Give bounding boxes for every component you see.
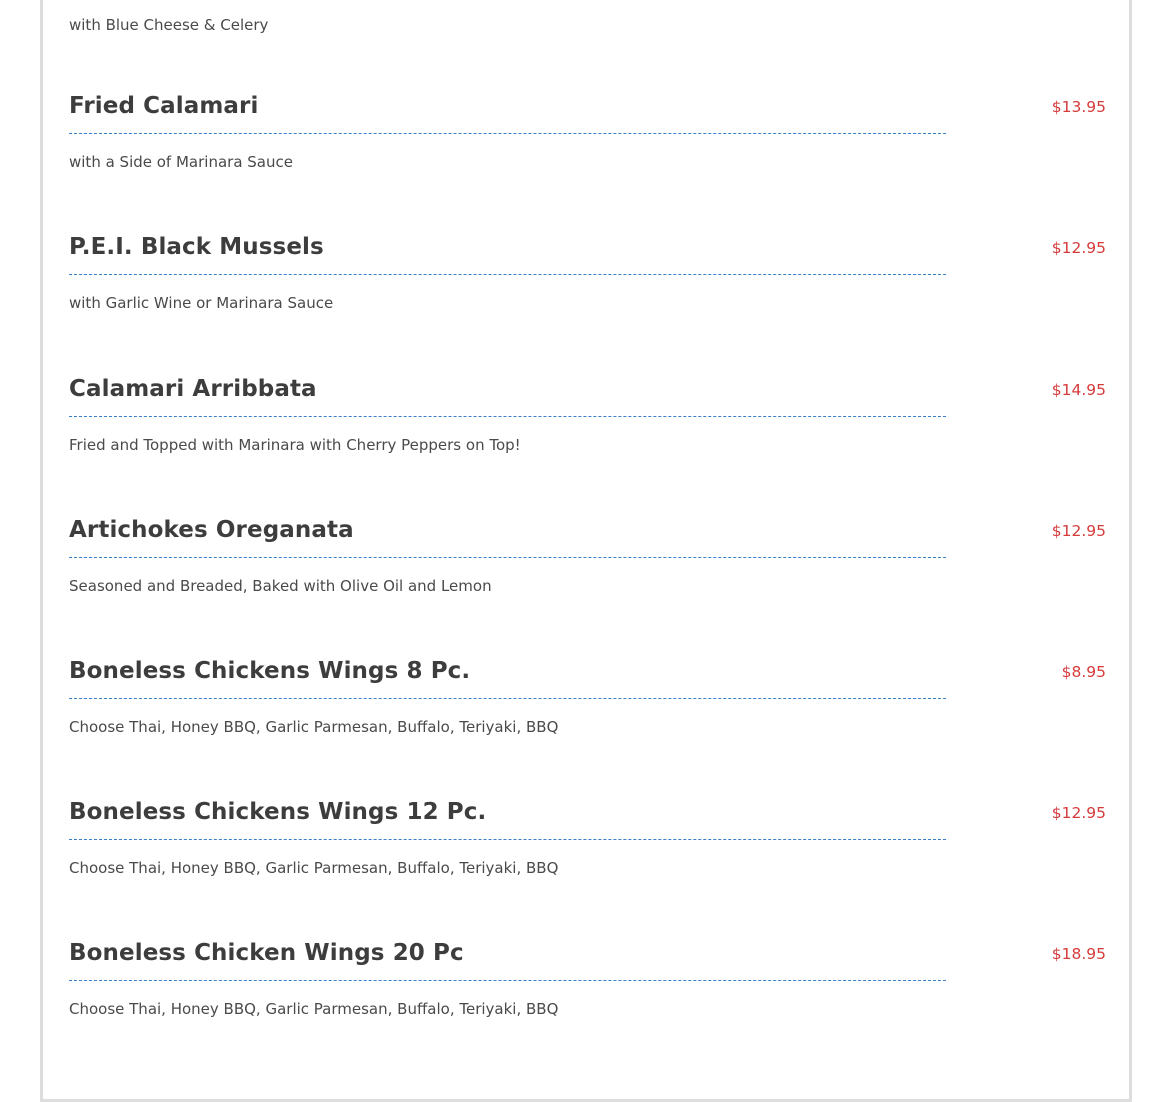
menu-item-description: with Garlic Wine or Marinara Sauce xyxy=(69,294,334,312)
menu-item[interactable] xyxy=(69,658,1106,778)
menu-item-name: Fried Calamari xyxy=(69,93,259,119)
menu-item-name: Calamari Arribbata xyxy=(69,376,317,402)
menu-item-description: Choose Thai, Honey BBQ, Garlic Parmesan, Buffalo, Teriyaki, BBQ xyxy=(69,1000,559,1018)
menu-item-divider xyxy=(69,133,946,134)
menu-item-description: Choose Thai, Honey BBQ, Garlic Parmesan, Buffalo, Teriyaki, BBQ xyxy=(69,859,559,877)
menu-item-description: Seasoned and Breaded, Baked with Olive Oil and Lemon xyxy=(69,577,492,595)
menu-item-divider xyxy=(69,839,946,840)
menu-item-description: with a Side of Marinara Sauce xyxy=(69,153,293,171)
menu-item-name: Artichokes Oreganata xyxy=(69,517,354,543)
menu-item-price: $13.95 xyxy=(1051,98,1106,116)
menu-item-name: Boneless Chickens Wings 12 Pc. xyxy=(69,799,487,825)
menu-item[interactable] xyxy=(69,93,1106,213)
menu-item[interactable] xyxy=(69,234,1106,354)
menu-item-price: $12.95 xyxy=(1051,522,1106,540)
menu-item-divider xyxy=(69,698,946,699)
menu-item[interactable] xyxy=(69,517,1106,637)
menu-item-price: $8.95 xyxy=(1061,663,1106,681)
menu-item-name: Boneless Chicken Wings 20 Pc xyxy=(69,940,464,966)
partial-item-description: with Blue Cheese & Celery xyxy=(69,16,269,34)
menu-item-price: $12.95 xyxy=(1051,239,1106,257)
menu-item-divider xyxy=(69,980,946,981)
menu-item[interactable] xyxy=(69,940,1106,1060)
menu-item-description: Choose Thai, Honey BBQ, Garlic Parmesan, Buffalo, Teriyaki, BBQ xyxy=(69,718,559,736)
menu-item-divider xyxy=(69,416,946,417)
menu-item-divider xyxy=(69,557,946,558)
menu-item-price: $18.95 xyxy=(1051,945,1106,963)
menu-panel xyxy=(40,0,1132,1102)
menu-item-price: $12.95 xyxy=(1051,804,1106,822)
menu-item[interactable] xyxy=(69,799,1106,919)
menu-item[interactable] xyxy=(69,376,1106,496)
menu-item-name: P.E.I. Black Mussels xyxy=(69,234,324,260)
menu-item-description: Fried and Topped with Marinara with Cherry Peppers on Top! xyxy=(69,436,521,454)
menu-item-divider xyxy=(69,274,946,275)
menu-item-name: Boneless Chickens Wings 8 Pc. xyxy=(69,658,471,684)
menu-item-price: $14.95 xyxy=(1051,381,1106,399)
